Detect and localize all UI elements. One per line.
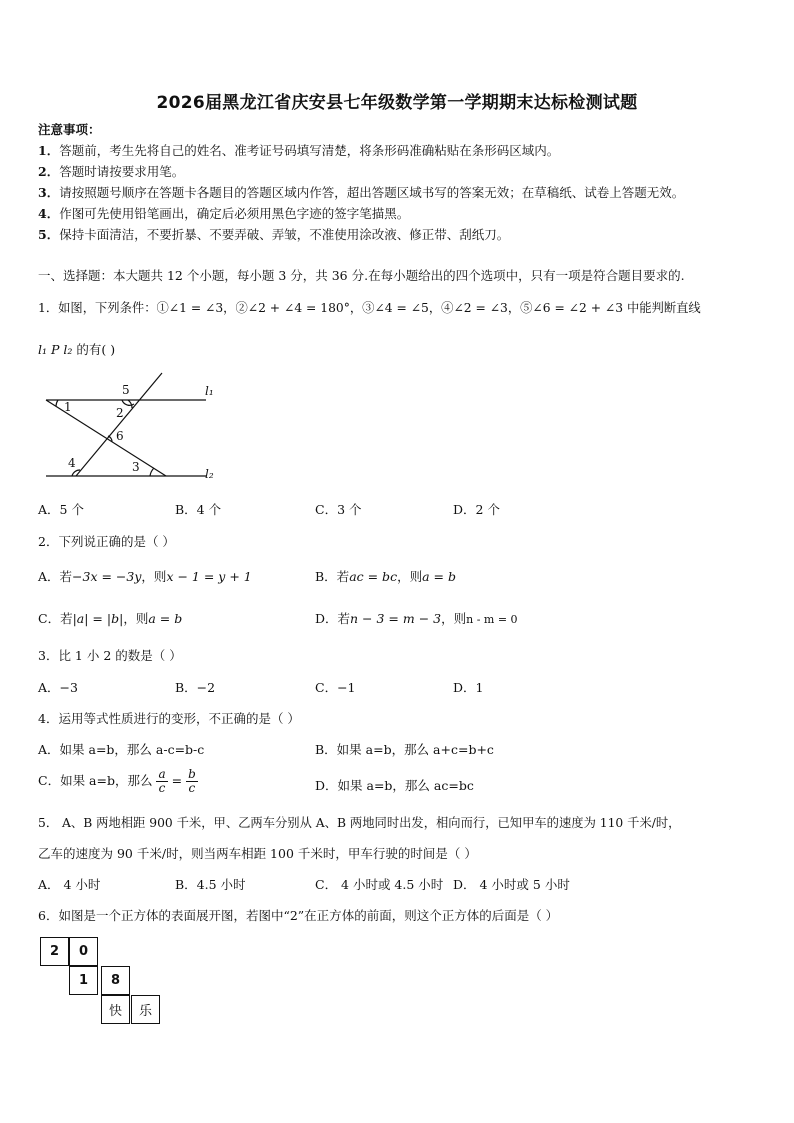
net-cell: 快 [101,995,130,1024]
question-6-stem: 6．如图是一个正方体的表面展开图，若图中“2”在正方体的前面，则这个正方体的后面是（ ） [38,908,559,923]
option-prefix: B．若 [315,569,350,584]
numerator: a [158,767,166,781]
q5-option-c: C． 4 小时或 4.5 小时 [315,877,444,892]
q4-option-a: A．如果 a=b，那么 a-c=b-c [38,742,205,757]
transversal-b [76,373,162,476]
option-math: n − 3 = m − 3 [350,611,442,626]
note-text: 答题前，考生先将自己的姓名、准考证号码填写清楚，将条形码准确粘贴在条形码区域内。 [59,143,560,158]
question-1-figure [38,370,228,485]
denominator: c [158,781,166,795]
option-math: |a| = |b| [72,611,124,626]
question-2-stem: 2．下列说正确的是（ ） [38,534,175,549]
numerator: b [188,767,196,781]
note-text: 作图可先使用铅笔画出，确定后必须用黑色字迹的签字笔描黑。 [59,206,410,221]
note-item [38,183,684,201]
net-cell: 2 [40,937,69,966]
question-4-stem: 4．运用等式性质进行的变形，不正确的是（ ） [38,711,300,726]
q5-option-a: A． 4 小时 [38,877,101,892]
note-text: 答题时请按要求用笔。 [59,164,185,179]
note-number: 1． [38,143,60,158]
angle-label-1: 1 [64,400,72,414]
equals-sign: = [171,773,183,788]
q5-option-b: B．4.5 小时 [175,877,246,892]
option-prefix: C．若 [38,611,73,626]
note-item [38,162,184,180]
option-prefix: C．如果 a=b，那么 [38,773,153,788]
q1-option-a: A．5 个 [38,502,84,517]
page-title: 2026届黑龙江省庆安县七年级数学第一学期期末达标检测试题 [156,93,638,113]
parallel-lines-notation: l₁ P l₂ [38,342,73,357]
angle-label-4: 4 [68,456,76,470]
q2-option-d [315,609,518,627]
section-heading: 一、选择题：本大题共 12 个小题，每小题 3 分，共 36 分.在每小题给出的四个选项中，只有一项是符合题目要求的. [38,268,685,283]
note-text: 请按照题号顺序在答题卡各题目的答题区域内作答，超出答题区域书写的答案无效；在草稿纸、试卷上答题无效。 [59,185,685,200]
q1-option-b: B．4 个 [175,502,222,517]
option-then: ，则 [123,611,149,626]
q3-option-b: B．−2 [175,680,216,695]
question-5-line-2: 乙车的速度为 90 千米/时，则当两车相距 100 千米时，甲车行驶的时间是（ ） [38,846,477,861]
net-cell: 1 [69,966,98,995]
q3-option-a: A．−3 [38,680,78,695]
angle-arc-1 [56,400,58,406]
option-math: x − 1 = y + 1 [166,569,252,584]
fraction-a-over-c [156,768,167,795]
option-prefix: A．若 [38,569,73,584]
question-5-line-1: 5． A、B 两地相距 900 千米，甲、乙两车分别从 A、B 两地同时出发，相向而行，已知甲车的速度为 110 千米/时， [38,816,681,830]
note-item [38,204,409,222]
angle-label-3: 3 [132,460,140,474]
option-prefix: D．若 [315,611,351,626]
q4-option-c [38,768,198,795]
q5-option-d: D． 4 小时或 5 小时 [453,877,570,892]
option-math: n - m = 0 [466,613,518,626]
net-cell: 乐 [131,995,160,1024]
angle-arc-3 [150,468,154,476]
q4-option-d: D．如果 a=b，那么 ac=bc [315,778,474,793]
angle-label-2: 2 [116,406,124,420]
question-1-stem-cont [38,340,115,358]
question-1-tail: 的有( ) [72,342,116,357]
note-number: 3． [38,185,60,200]
option-then: ，则 [441,611,467,626]
fraction-b-over-c [186,768,198,795]
option-math: a = b [148,611,183,626]
option-math: −3x = −3y [72,569,142,584]
q4-option-b: B．如果 a=b，那么 a+c=b+c [315,742,494,757]
q3-option-d: D．1 [453,680,484,695]
question-3-stem: 3．比 1 小 2 的数是（ ） [38,648,182,663]
notes-heading: 注意事项： [38,122,101,137]
option-then: ，则 [397,569,423,584]
q1-option-d: D．2 个 [453,502,500,517]
q3-option-c: C．−1 [315,680,356,695]
net-cell: 0 [69,937,98,966]
note-item [38,225,509,243]
note-item [38,141,559,159]
q2-option-c [38,609,182,627]
line-label-l1: l₁ [205,384,214,398]
note-number: 5． [38,227,60,242]
denominator: c [188,781,196,795]
angle-label-6: 6 [116,429,124,443]
angle-arc-5 [122,400,134,405]
net-cell: 8 [101,966,130,995]
option-math: a = b [422,569,456,584]
note-text: 保持卡面清洁，不要折暴、不要弄破、弄皱，不准使用涂改液、修正带、刮纸刀。 [59,227,510,242]
option-then: ，则 [141,569,167,584]
note-number: 4． [38,206,60,221]
q2-option-a [38,567,252,585]
q1-option-c: C．3 个 [315,502,362,517]
option-math: ac = bc [349,569,398,584]
question-1-stem: 1．如图，下列条件：①∠1 = ∠3，②∠2 + ∠4 = 180°，③∠4 = ∠5，④∠2 = ∠3，⑤∠6 = ∠2 + ∠3 中能判断直线 [38,301,701,315]
note-number: 2． [38,164,60,179]
angle-arc-2 [128,400,132,408]
line-label-l2: l₂ [205,467,214,481]
angle-label-5: 5 [122,383,130,397]
q2-option-b [315,567,456,585]
